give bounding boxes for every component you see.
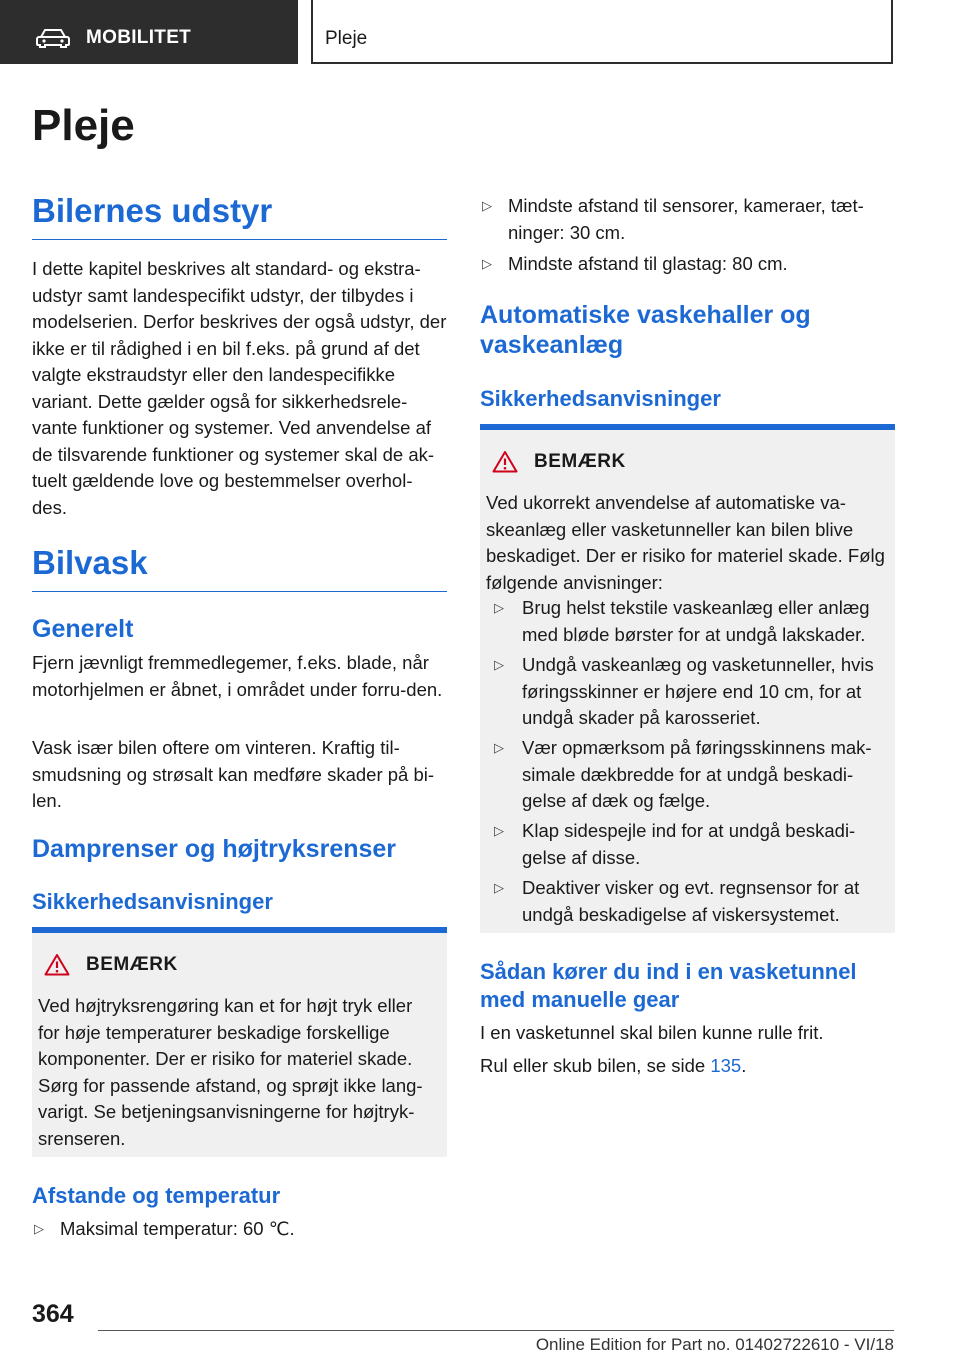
notice-box-vaskeanlaeg [480, 424, 895, 933]
section-tab-mobilitet[interactable] [0, 0, 298, 64]
bullet-triangle-icon: ▷ [494, 600, 504, 615]
list-item: ▷ Vær opmærksom på føringsskinnens mak-simale dækbredde for at undgå beskadi-gelse af dæk og fælge. [494, 737, 872, 811]
paragraph-generelt-2: Vask især bilen oftere om vinteren. Kraftig til-smudsning og strøsalt kan medføre skader på bi-len. [32, 737, 435, 811]
footer-divider [98, 1330, 894, 1331]
list-item: ▷ Maksimal temperatur: 60 ℃. [32, 1216, 447, 1243]
car-icon [36, 27, 70, 49]
current-chapter-label: Pleje [325, 28, 368, 49]
bullet-triangle-icon: ▷ [494, 823, 504, 838]
warning-icon [44, 953, 70, 976]
heading-afstande: Afstande og temperatur [32, 1183, 281, 1208]
footer-edition-text: Online Edition for Part no. 01402722610 - VI/18 [535, 1335, 894, 1354]
list-item: ▷ Klap sidespejle ind for at undgå beskadi-gelse af disse. [494, 820, 856, 868]
bullet-triangle-icon: ▷ [34, 1221, 44, 1236]
bullet-triangle-icon: ▷ [482, 198, 492, 213]
list-item: ▷ Undgå vaskeanlæg og vasketunneller, hvis føringsskinner er højere end 10 cm, for at undgå skader på karosseriet. [494, 654, 874, 728]
heading-automatiske-vaskehaller: Automatiske vaskehaller og vaskeanlæg [480, 301, 811, 359]
heading-bilvask: Bilvask [32, 545, 447, 592]
list-item: ▷ Brug helst tekstile vaskeanlæg eller anlæg med bløde børster for at undgå lakskader. [494, 597, 870, 645]
heading-generelt: Generelt [32, 615, 134, 643]
paragraph-generelt-1: Fjern jævnligt fremmedlegemer, f.eks. blade, når motorhjelmen er åbnet, i området under forru-den. [32, 652, 443, 700]
heading-sikkerhedsanvisninger: Sikkerhedsanvisninger [32, 889, 273, 914]
list-item: ▷ Mindste afstand til glastag: 80 cm. [480, 251, 895, 278]
notice-header [492, 450, 626, 473]
warning-icon [492, 450, 518, 473]
page-title: Pleje [32, 101, 135, 150]
heading-damprenser: Damprenser og højtryksrenser [32, 835, 397, 863]
paragraph-bilernes-udstyr: I dette kapitel beskrives alt standard- og ekstra-udstyr samt landespecifikt udstyr, der tilbydes i modelserien. Derfor beskrives der også udstyr, der ikke er til rådighed i en bil f.eks. på grund af det valgte ekstraudstyr eller den landespecifikke variant. Dette gælder også for sikkerhedsrele-vante funktioner og systemer. Ved anvendelse af de tilsvarende funktioner og systemer skal de ak-tuelt gældende love og bestemmelser overhol-des. [32, 258, 447, 518]
notice-text: Ved højtryksrengøring kan et for højt tryk eller for høje temperaturer beskadige forskellige komponenter. Der er risiko for materiel skade. Sørg for passende afstand, og sprøjt ikke lang-varigt. Se betjeningsanvisningerne for højtryk-srenseren. [38, 995, 423, 1149]
bullet-triangle-icon: ▷ [494, 740, 504, 755]
notice-header [44, 953, 178, 976]
page-reference-link[interactable]: 135 [710, 1055, 742, 1076]
list-item: ▷ Deaktiver visker og evt. regnsensor for at undgå beskadigelse af viskersystemet. [494, 877, 860, 925]
notice-intro: Ved ukorrekt anvendelse af automatiske va-skeanlæg eller vasketunneller kan bilen blive beskadiget. Der er risiko for materiel skade. Følg følgende anvisninger: [486, 492, 885, 593]
top-navigation [0, 0, 960, 66]
notice-label: BEMÆRK [534, 450, 626, 472]
heading-vasketunnel: Sådan kører du ind i en vasketunnel med manuelle gear [480, 959, 857, 1012]
page-number: 364 [32, 1300, 74, 1328]
notice-label: BEMÆRK [86, 953, 178, 975]
paragraph-tunnel-1: I en vasketunnel skal bilen kunne rulle frit. [480, 1022, 824, 1043]
bullet-triangle-icon: ▷ [494, 657, 504, 672]
section-tab-label: MOBILITET [86, 27, 192, 48]
notice-box-hojtryk [32, 927, 447, 1157]
list-item: ▷ Mindste afstand til sensorer, kameraer, tæt-ninger: 30 cm. [482, 195, 864, 243]
paragraph-tunnel-2: Rul eller skub bilen, se side 135. [480, 1055, 747, 1076]
current-chapter-tab[interactable] [311, 0, 893, 64]
heading-bilernes-udstyr: Bilernes udstyr [32, 193, 447, 240]
bullet-triangle-icon: ▷ [494, 880, 504, 895]
bullet-triangle-icon: ▷ [482, 256, 492, 271]
heading-sikkerhedsanvisninger-2: Sikkerhedsanvisninger [480, 386, 721, 411]
